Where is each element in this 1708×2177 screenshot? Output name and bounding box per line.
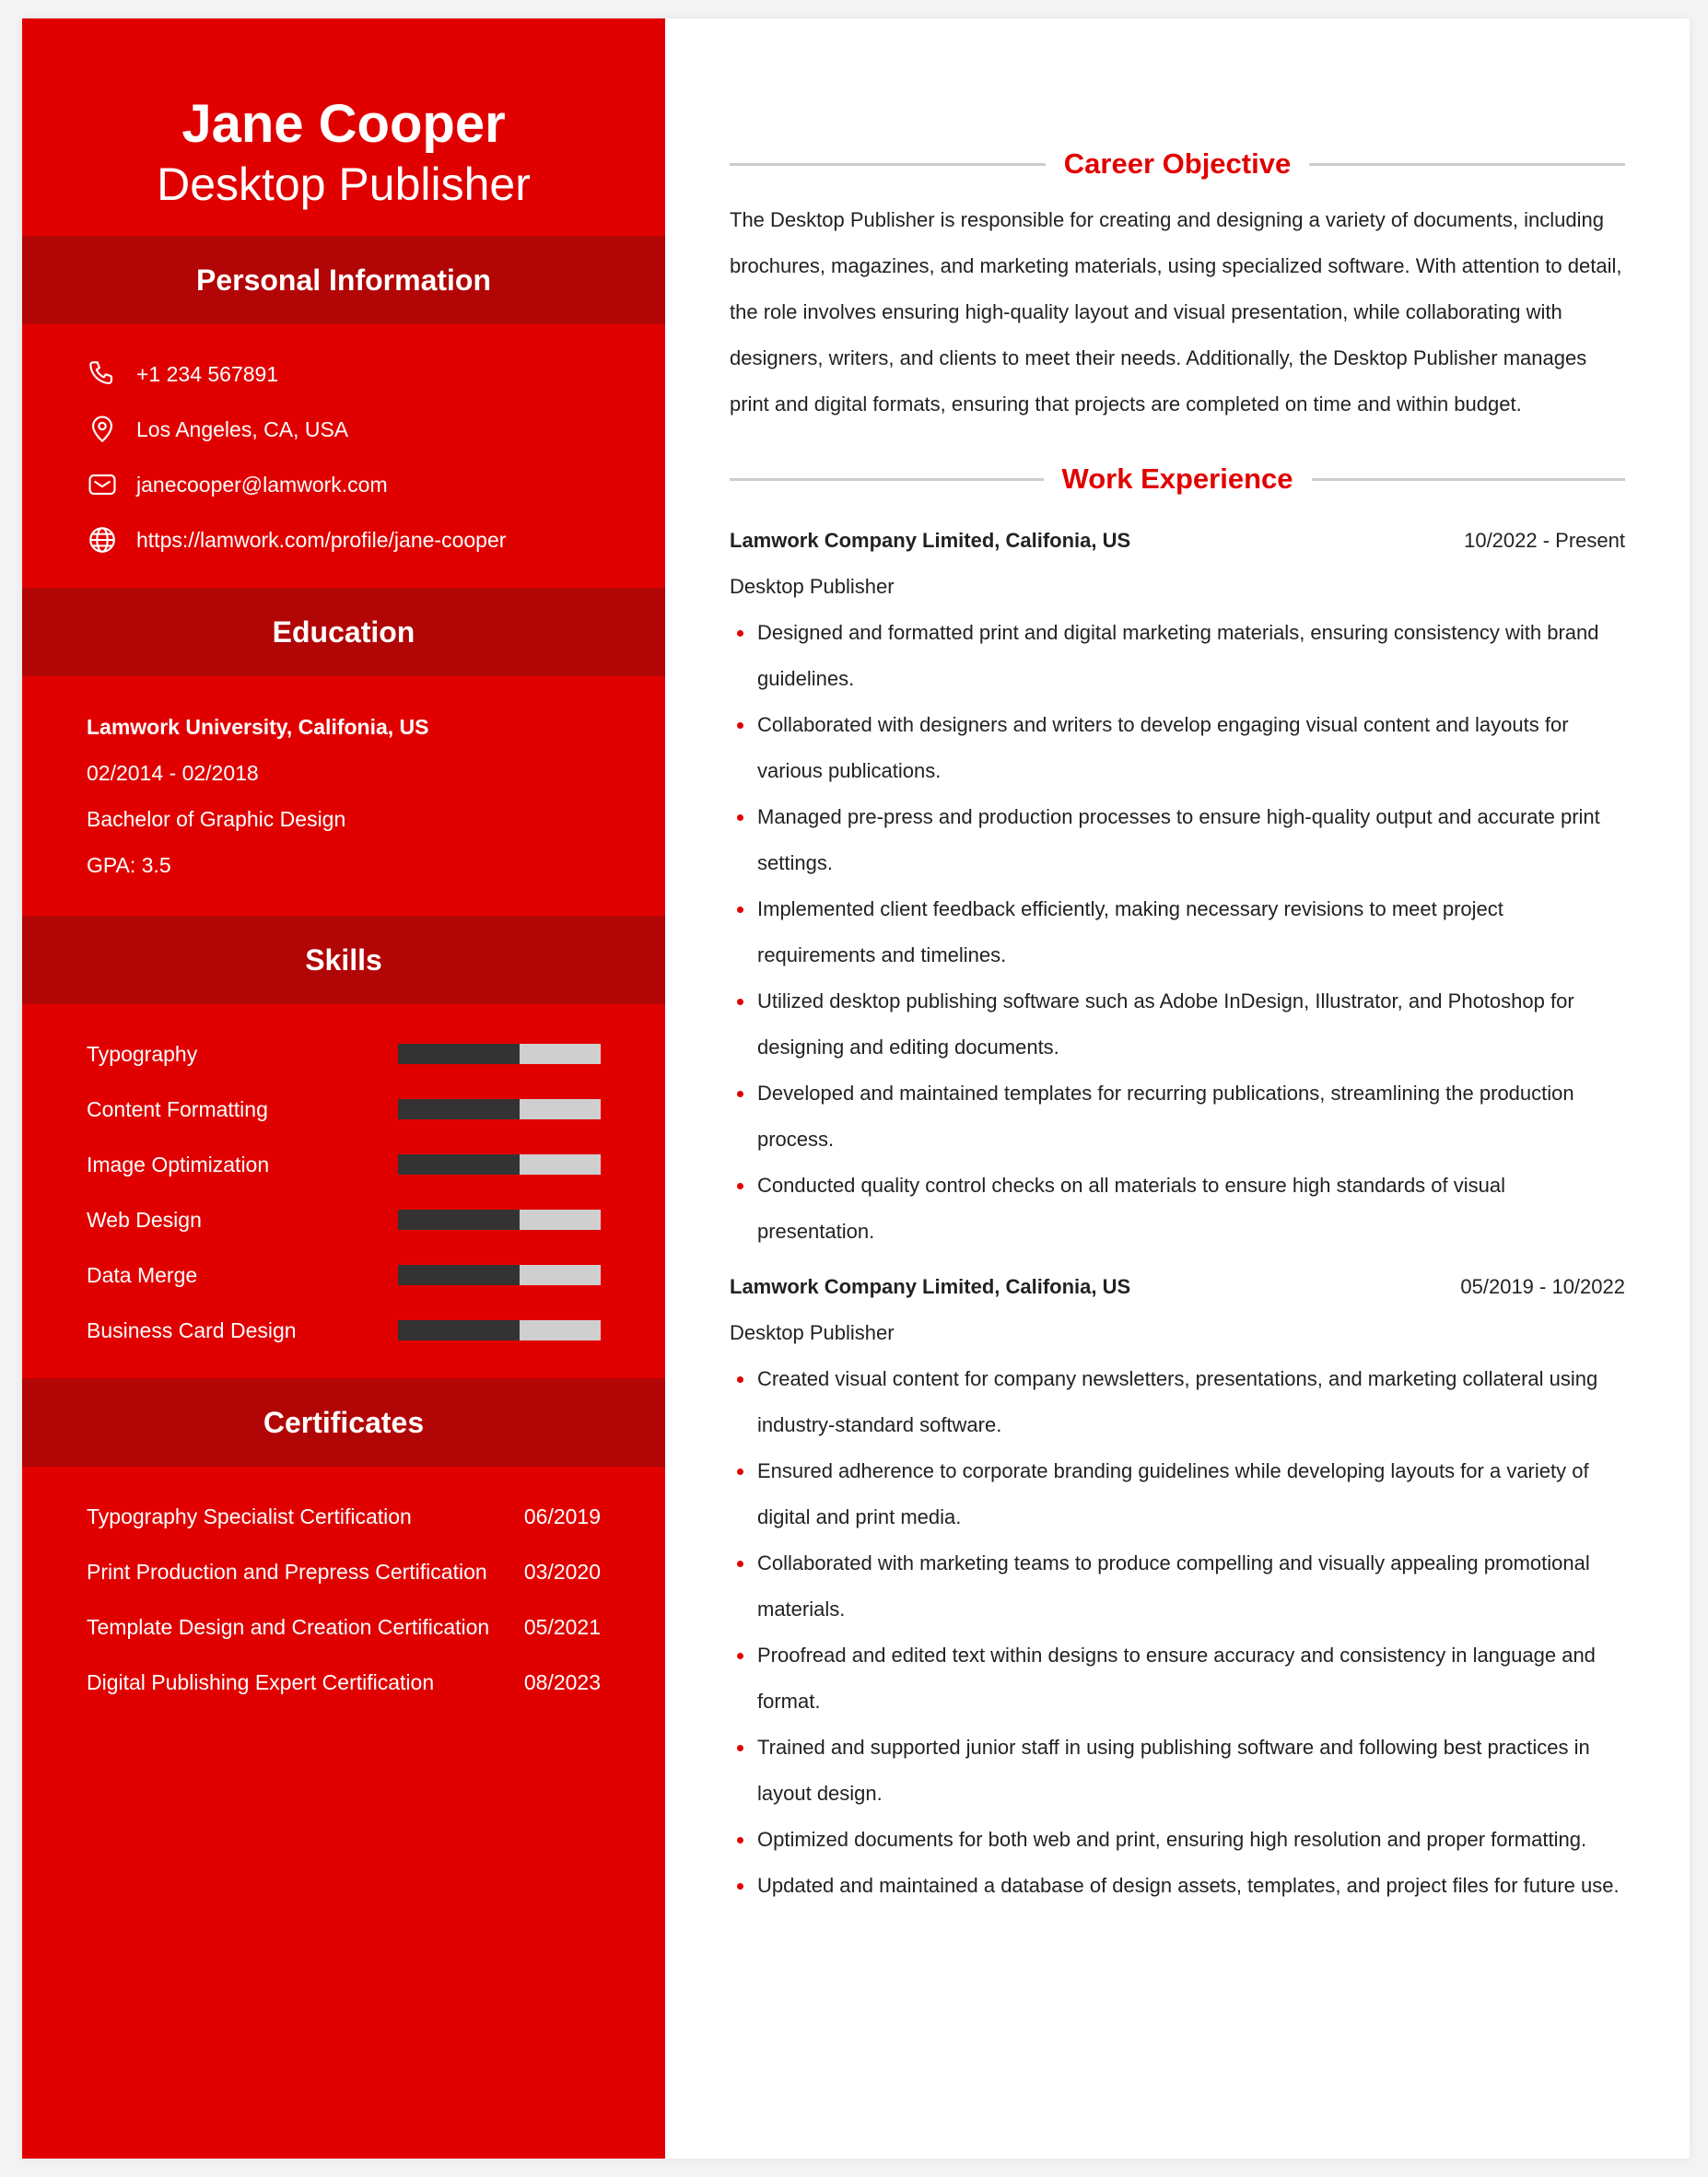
job-company: Lamwork Company Limited, Califonia, US <box>730 1275 1131 1298</box>
section-title: Work Experience <box>1061 462 1293 495</box>
job-bullet: Managed pre-press and production processes to ensure high-quality output and accurate print settings. <box>730 794 1625 886</box>
job-bullet: Updated and maintained a database of design assets, templates, and project files for future use. <box>730 1863 1625 1909</box>
career-objective-text: The Desktop Publisher is responsible for creating and designing a variety of documents, including brochures, magazines, and marketing materials, using specialized software. With attention to detail, the role involves ensuring high-quality layout and visual presentation, while collaborating with designers, writers, and clients to meet their needs. Additionally, the Desktop Publisher manages print and digital formats, ensuring that projects are completed on time and within budget. <box>730 208 1622 416</box>
job-bullet: Developed and maintained templates for recurring publications, streamlining the production process. <box>730 1071 1625 1163</box>
divider-line <box>730 478 1044 481</box>
education-heading: Education <box>22 588 665 676</box>
skill-level-fill <box>398 1154 520 1175</box>
certificate-item <box>87 1544 601 1599</box>
certificate-date: 08/2023 <box>523 1669 601 1694</box>
contact-list <box>22 324 665 588</box>
skill-level-fill <box>398 1044 520 1064</box>
skill-item <box>87 1247 601 1303</box>
skill-level-bar <box>398 1210 601 1230</box>
job-bullet: Utilized desktop publishing software such as Adobe InDesign, Illustrator, and Photoshop for designing and editing documents. <box>730 978 1625 1071</box>
skill-name: Content Formatting <box>87 1096 268 1121</box>
skill-level-bar <box>398 1044 601 1064</box>
profile-name: Jane Cooper <box>181 94 506 154</box>
certificate-name: Template Design and Creation Certification <box>87 1614 490 1639</box>
skills-list <box>22 1004 665 1378</box>
work-experience-heading <box>730 461 1625 497</box>
career-objective-heading <box>730 146 1625 182</box>
skill-item <box>87 1082 601 1137</box>
contact-website <box>87 512 601 568</box>
education-gpa: GPA: 3.5 <box>87 853 171 877</box>
education-school: Lamwork University, Califonia, US <box>87 715 429 739</box>
skill-item <box>87 1303 601 1358</box>
certificate-item <box>87 1599 601 1655</box>
resume-page <box>22 18 1690 2159</box>
skills-heading: Skills <box>22 916 665 1004</box>
certificate-item <box>87 1655 601 1710</box>
certificate-date: 03/2020 <box>523 1559 601 1584</box>
certificate-name: Typography Specialist Certification <box>87 1504 412 1528</box>
education-degree: Bachelor of Graphic Design <box>87 807 346 831</box>
job-bullet: Created visual content for company newsletters, presentations, and marketing collateral using industry-standard software. <box>730 1356 1625 1448</box>
skill-level-bar <box>398 1099 601 1119</box>
job-bullet: Conducted quality control checks on all materials to ensure high standards of visual presentation. <box>730 1163 1625 1255</box>
certificate-name: Digital Publishing Expert Certification <box>87 1669 435 1694</box>
certificate-item <box>87 1489 601 1544</box>
phone-icon <box>87 358 118 390</box>
skill-item <box>87 1192 601 1247</box>
skill-level-bar <box>398 1265 601 1285</box>
globe-icon <box>87 524 118 556</box>
skill-level-bar <box>398 1154 601 1175</box>
skill-level-fill <box>398 1320 520 1340</box>
skill-item <box>87 1137 601 1192</box>
job-entry <box>730 1264 1625 1909</box>
certificate-name: Print Production and Prepress Certification <box>87 1559 487 1584</box>
phone-text: +1 234 567891 <box>136 361 279 386</box>
skill-name: Image Optimization <box>87 1152 270 1176</box>
contact-phone <box>87 346 601 402</box>
website-link[interactable]: https://lamwork.com/profile/jane-cooper <box>136 527 507 552</box>
job-header <box>730 518 1625 564</box>
personal-info-heading: Personal Information <box>22 236 665 324</box>
skill-name: Business Card Design <box>87 1317 297 1342</box>
envelope-icon <box>87 469 118 500</box>
job-company: Lamwork Company Limited, Califonia, US <box>730 529 1131 552</box>
profile-title: Desktop Publisher <box>157 158 531 210</box>
job-bullet: Optimized documents for both web and print, ensuring high resolution and proper formatting. <box>730 1817 1625 1863</box>
education-dates: 02/2014 - 02/2018 <box>87 761 259 785</box>
skill-name: Data Merge <box>87 1262 198 1287</box>
divider-line <box>730 163 1046 166</box>
skill-level-bar <box>398 1320 601 1340</box>
section-title: Career Objective <box>1063 147 1292 180</box>
job-bullet: Designed and formatted print and digital marketing materials, ensuring consistency with brand guidelines. <box>730 610 1625 702</box>
profile-header <box>22 18 665 236</box>
job-entry <box>730 518 1625 1255</box>
job-dates: 05/2019 - 10/2022 <box>1460 1275 1625 1298</box>
sidebar <box>22 18 665 2159</box>
job-role: Desktop Publisher <box>730 1321 895 1344</box>
skill-item <box>87 1026 601 1082</box>
job-bullet: Collaborated with designers and writers to develop engaging visual content and layouts for various publications. <box>730 702 1625 794</box>
certificate-date: 06/2019 <box>523 1504 601 1528</box>
main-content <box>665 18 1690 2159</box>
job-bullet: Collaborated with marketing teams to produce compelling and visually appealing promotional materials. <box>730 1540 1625 1633</box>
job-dates: 10/2022 - Present <box>1464 529 1625 552</box>
skill-level-fill <box>398 1265 520 1285</box>
certificates-heading: Certificates <box>22 1378 665 1467</box>
job-bullet: Proofread and edited text within designs to ensure accuracy and consistency in language and format. <box>730 1633 1625 1725</box>
job-role: Desktop Publisher <box>730 575 895 598</box>
contact-email <box>87 457 601 512</box>
job-bullet: Trained and supported junior staff in using publishing software and following best practices in layout design. <box>730 1725 1625 1817</box>
divider-line <box>1312 478 1626 481</box>
education-entry <box>22 676 665 916</box>
skill-level-fill <box>398 1210 520 1230</box>
skill-name: Typography <box>87 1041 198 1066</box>
divider-line <box>1309 163 1625 166</box>
job-bullets <box>730 1356 1625 1909</box>
skill-level-fill <box>398 1099 520 1119</box>
location-text: Los Angeles, CA, USA <box>136 416 349 441</box>
job-bullet: Ensured adherence to corporate branding guidelines while developing layouts for a variety of digital and print media. <box>730 1448 1625 1540</box>
job-bullet: Implemented client feedback efficiently, making necessary revisions to meet project requirements and timelines. <box>730 886 1625 978</box>
location-pin-icon <box>87 414 118 445</box>
email-text: janecooper@lamwork.com <box>136 472 388 497</box>
certificates-list <box>22 1467 665 1710</box>
job-bullets <box>730 610 1625 1255</box>
job-header <box>730 1264 1625 1310</box>
certificate-date: 05/2021 <box>523 1614 601 1639</box>
skill-name: Web Design <box>87 1207 202 1232</box>
contact-location <box>87 402 601 457</box>
